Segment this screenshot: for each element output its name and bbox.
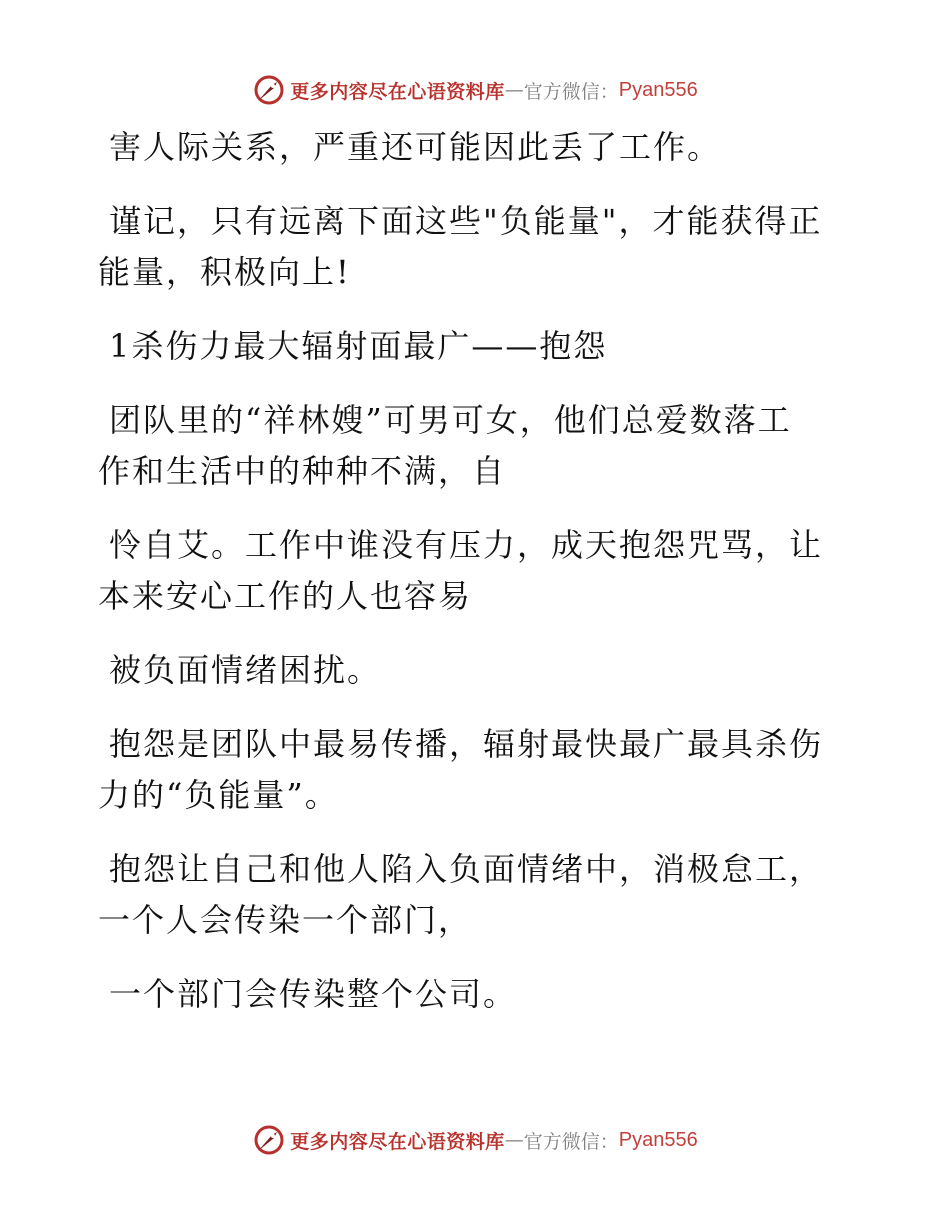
paragraph (98, 969, 838, 1020)
banner-wechat-id: Pyan556 (618, 78, 698, 101)
paragraph-line: 一个人会传染一个部门， (98, 901, 473, 939)
paragraph (98, 719, 838, 821)
banner-dash: — (504, 79, 524, 101)
paragraph-line: 能量，积极向上! (98, 253, 351, 291)
banner-wechat-label: 官方微信： (523, 1130, 619, 1153)
pen-nib-circle-icon (252, 1123, 286, 1157)
paragraph-line: 被负面情绪困扰。 (109, 651, 382, 689)
paragraph-line: 团队里的“祥林嫂”可男可女，他们总爱数落工 (109, 401, 792, 439)
paragraph-line: 谨记，只有远离下面这些"负能量"，才能获得正 (109, 202, 823, 240)
paragraph-line: 害人际关系，严重还可能因此丢了工作。 (109, 128, 722, 166)
paragraph-line: 本来安心工作的人也容易 (98, 577, 473, 615)
banner-dash: — (504, 1129, 524, 1151)
section-heading (98, 321, 838, 372)
paragraph-line: 抱怨让自己和他人陷入负面情绪中，消极怠工， (109, 850, 824, 888)
banner-wechat-label: 官方微信： (523, 80, 619, 103)
pen-nib-circle-icon (252, 73, 286, 107)
paragraph (98, 645, 838, 696)
header-banner (0, 70, 950, 110)
document-body (98, 122, 838, 1043)
paragraph-line: 作和生活中的种种不满，自 (98, 452, 507, 490)
paragraph-line: 力的“负能量”。 (98, 776, 339, 814)
paragraph (98, 122, 838, 173)
paragraph-line: 一个部门会传染整个公司。 (109, 975, 518, 1013)
paragraph (98, 844, 838, 946)
paragraph-line: 抱怨是团队中最易传播，辐射最快最广最具杀伤 (109, 725, 824, 763)
banner-site-text: 更多内容尽在心语资料库 (290, 80, 505, 103)
paragraph-line: 1杀伤力最大辐射面最广——抱怨 (109, 327, 608, 365)
paragraph-line: 怜自艾。工作中谁没有压力，成天抱怨咒骂，让 (109, 526, 824, 564)
paragraph (98, 395, 838, 497)
banner-wechat-id: Pyan556 (618, 1128, 698, 1151)
paragraph (98, 520, 838, 622)
paragraph (98, 196, 838, 298)
banner-site-text: 更多内容尽在心语资料库 (290, 1130, 505, 1153)
footer-banner (0, 1120, 950, 1160)
